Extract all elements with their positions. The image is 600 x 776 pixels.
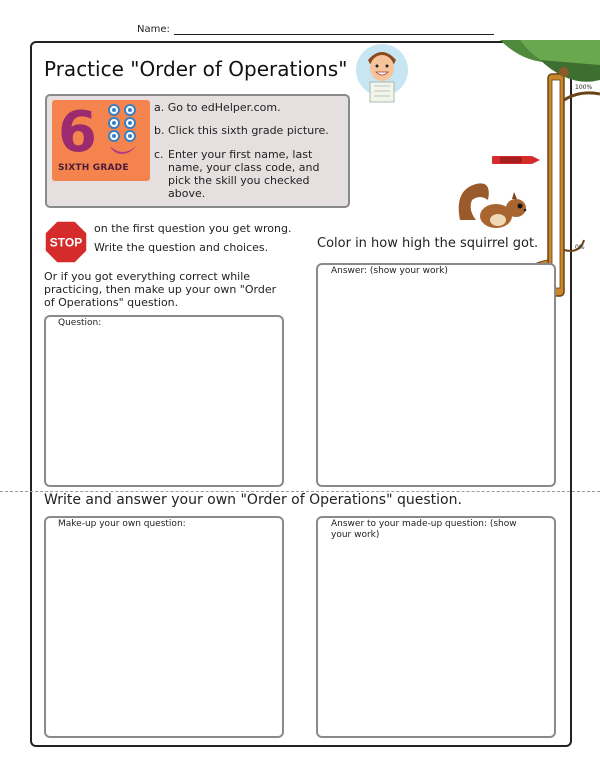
step-a: a. Go to edHelper.com.: [154, 101, 281, 114]
answer-label: Answer: (show your work): [331, 266, 448, 276]
name-line[interactable]: [174, 34, 494, 35]
name-label: Name:: [137, 24, 170, 35]
squirrel-illustration: [454, 180, 534, 232]
makeup-answer-area[interactable]: [316, 516, 556, 738]
question-label: Question:: [58, 318, 102, 328]
monster-icon: [106, 104, 140, 162]
makeup-answer-label: Answer to your made-up question: (show your work): [331, 519, 517, 540]
grade-caption: SIXTH GRADE: [58, 163, 129, 173]
grade-number: 6: [58, 100, 97, 165]
color-instruction: Color in how high the squirrel got.: [317, 236, 539, 251]
step-c: Enter your first name, last name, your class code, and pick the skill you checked above.: [168, 148, 320, 200]
step-b: b. Click this sixth grade picture.: [154, 124, 329, 137]
answer-writing-area[interactable]: [316, 263, 556, 487]
makeup-question-area[interactable]: [44, 516, 284, 738]
page-title: Practice "Order of Operations": [44, 57, 348, 81]
alternate-instruction: Or if you got everything correct while practicing, then make up your own "Order of Operations" question.: [44, 270, 277, 309]
stop-instruction-line1: on the first question you get wrong.: [94, 222, 292, 235]
boy-reading-map-illustration: [354, 42, 410, 106]
makeup-question-label: Make-up your own question:: [58, 519, 186, 529]
question-writing-area[interactable]: [44, 315, 284, 487]
red-crayon-icon: [490, 154, 540, 166]
thermometer-bottom-label: 0%: [575, 244, 585, 251]
stop-instruction-line2: Write the question and choices.: [94, 241, 269, 254]
step-c-letter: c.: [154, 148, 164, 161]
stop-sign-text: STOP: [49, 235, 83, 250]
section-heading: Write and answer your own "Order of Operations" question.: [44, 492, 462, 508]
tree-thermometer-illustration: [460, 40, 600, 300]
stop-sign-icon: [44, 220, 88, 264]
thermometer-top-label: 100%: [575, 84, 593, 91]
